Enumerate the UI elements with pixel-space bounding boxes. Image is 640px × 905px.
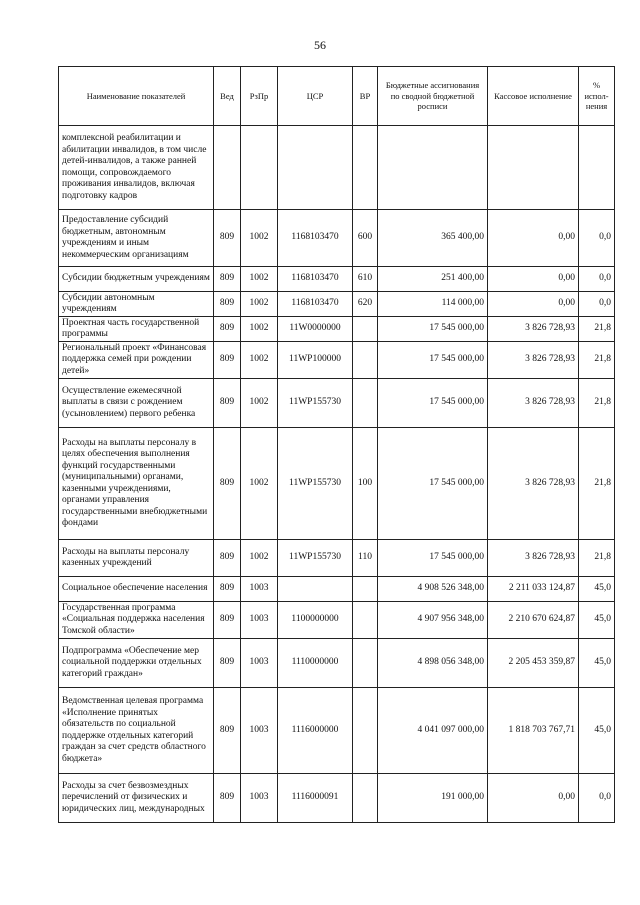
cell-name: Подпрограмма «Обеспечение мер социальной поддержки отдельных категорий граждан»: [59, 639, 214, 688]
cell-vr: [353, 577, 378, 602]
page-number: 56: [314, 38, 326, 52]
table-row: [59, 540, 615, 577]
cell-pct: 21,8: [579, 428, 615, 540]
cell-fact: [488, 126, 579, 210]
cell-vr: [353, 774, 378, 823]
cell-ved: 809: [214, 688, 241, 774]
cell-ved: 809: [214, 774, 241, 823]
cell-pct: 0,0: [579, 267, 615, 292]
cell-plan: 17 545 000,00: [378, 428, 488, 540]
cell-rzpr: 1002: [241, 292, 278, 317]
cell-pct: 45,0: [579, 688, 615, 774]
cell-name: Расходы на выплаты персоналу в целях обеспечения выполнения функций государственными (муниципальными) органами, казенными учреждениями, органами управления государственными внебюджетными фондами: [59, 428, 214, 540]
table-row: [59, 774, 615, 823]
cell-ved: 809: [214, 577, 241, 602]
header-ved: Вед: [214, 67, 241, 126]
cell-pct: 45,0: [579, 577, 615, 602]
cell-csr: 1110000000: [278, 639, 353, 688]
table-row: [59, 577, 615, 602]
cell-ved: 809: [214, 639, 241, 688]
cell-ved: 809: [214, 602, 241, 639]
cell-plan: 4 898 056 348,00: [378, 639, 488, 688]
cell-plan: 17 545 000,00: [378, 379, 488, 428]
cell-csr: 11WP100000: [278, 342, 353, 379]
cell-plan: 191 000,00: [378, 774, 488, 823]
cell-ved: 809: [214, 379, 241, 428]
cell-pct: 0,0: [579, 210, 615, 267]
cell-ved: 809: [214, 428, 241, 540]
cell-ved: 809: [214, 210, 241, 267]
cell-csr: 1116000091: [278, 774, 353, 823]
cell-csr: 1168103470: [278, 210, 353, 267]
cell-fact: 0,00: [488, 292, 579, 317]
table-row: [59, 379, 615, 428]
cell-pct: 45,0: [579, 639, 615, 688]
table-row: [59, 292, 615, 317]
cell-plan: 17 545 000,00: [378, 342, 488, 379]
cell-fact: 2 211 033 124,87: [488, 577, 579, 602]
table-header-row: [59, 67, 615, 126]
cell-vr: [353, 317, 378, 342]
cell-rzpr: 1002: [241, 379, 278, 428]
cell-rzpr: 1002: [241, 540, 278, 577]
cell-vr: 610: [353, 267, 378, 292]
table-row: [59, 688, 615, 774]
cell-name: Осуществление ежемесячной выплаты в связи с рождением (усыновлением) первого ребенка: [59, 379, 214, 428]
cell-pct: 21,8: [579, 379, 615, 428]
cell-name: комплексной реабилитации и абилитации инвалидов, в том числе детей-инвалидов, а также ранней помощи, сопровождаемого проживания инвалидов, включая подготовку кадров: [59, 126, 214, 210]
budget-execution-table: [58, 66, 615, 823]
cell-ved: 809: [214, 267, 241, 292]
cell-fact: 1 818 703 767,71: [488, 688, 579, 774]
cell-name: Государственная программа «Социальная поддержка населения Томской области»: [59, 602, 214, 639]
cell-fact: 0,00: [488, 774, 579, 823]
table-row: [59, 342, 615, 379]
cell-csr: 11WP155730: [278, 379, 353, 428]
cell-fact: 0,00: [488, 267, 579, 292]
cell-fact: 3 826 728,93: [488, 540, 579, 577]
header-pct: % испол-нения: [579, 67, 615, 126]
cell-ved: 809: [214, 342, 241, 379]
cell-name: Проектная часть государственной программы: [59, 317, 214, 342]
cell-vr: [353, 602, 378, 639]
cell-plan: 17 545 000,00: [378, 317, 488, 342]
cell-name: Расходы на выплаты персоналу казенных учреждений: [59, 540, 214, 577]
cell-csr: 1116000000: [278, 688, 353, 774]
cell-vr: [353, 342, 378, 379]
cell-pct: [579, 126, 615, 210]
cell-rzpr: 1003: [241, 602, 278, 639]
cell-csr: 1100000000: [278, 602, 353, 639]
cell-plan: [378, 126, 488, 210]
cell-ved: [214, 126, 241, 210]
cell-vr: [353, 688, 378, 774]
cell-fact: 3 826 728,93: [488, 428, 579, 540]
cell-ved: 809: [214, 540, 241, 577]
cell-pct: 21,8: [579, 317, 615, 342]
cell-plan: 17 545 000,00: [378, 540, 488, 577]
cell-fact: 3 826 728,93: [488, 342, 579, 379]
cell-name: Субсидии бюджетным учреждениям: [59, 267, 214, 292]
cell-name: Социальное обеспечение населения: [59, 577, 214, 602]
cell-rzpr: 1003: [241, 639, 278, 688]
table-row: [59, 267, 615, 292]
header-fact: Кассовое исполнение: [488, 67, 579, 126]
cell-rzpr: 1003: [241, 774, 278, 823]
cell-vr: 620: [353, 292, 378, 317]
cell-rzpr: 1002: [241, 210, 278, 267]
cell-fact: 0,00: [488, 210, 579, 267]
cell-pct: 21,8: [579, 540, 615, 577]
cell-name: Ведомственная целевая программа «Исполнение принятых обязательств по социальной поддержке отдельных категорий граждан за счет средств областного бюджета»: [59, 688, 214, 774]
cell-csr: 11W0000000: [278, 317, 353, 342]
cell-rzpr: 1003: [241, 688, 278, 774]
cell-fact: 3 826 728,93: [488, 379, 579, 428]
cell-vr: [353, 639, 378, 688]
cell-rzpr: 1003: [241, 577, 278, 602]
cell-name: Субсидии автономным учреждениям: [59, 292, 214, 317]
cell-rzpr: [241, 126, 278, 210]
cell-plan: 4 908 526 348,00: [378, 577, 488, 602]
cell-rzpr: 1002: [241, 342, 278, 379]
cell-name: Предоставление субсидий бюджетным, автономным учреждениям и иным некоммерческим организациям: [59, 210, 214, 267]
cell-name: Региональный проект «Финансовая поддержка семей при рождении детей»: [59, 342, 214, 379]
cell-pct: 0,0: [579, 292, 615, 317]
cell-plan: 114 000,00: [378, 292, 488, 317]
table-row: [59, 210, 615, 267]
cell-ved: 809: [214, 292, 241, 317]
header-rzpr: РзПр: [241, 67, 278, 126]
cell-rzpr: 1002: [241, 317, 278, 342]
cell-ved: 809: [214, 317, 241, 342]
header-name: Наименование показателей: [59, 67, 214, 126]
table-row: [59, 602, 615, 639]
cell-vr: [353, 126, 378, 210]
cell-vr: 110: [353, 540, 378, 577]
header-plan: Бюджетные ассигнования по сводной бюджетной росписи: [378, 67, 488, 126]
cell-plan: 4 907 956 348,00: [378, 602, 488, 639]
header-csr: ЦСР: [278, 67, 353, 126]
cell-vr: 600: [353, 210, 378, 267]
cell-pct: 0,0: [579, 774, 615, 823]
cell-plan: 4 041 097 000,00: [378, 688, 488, 774]
cell-name: Расходы за счет безвозмездных перечислений от физических и юридических лиц, международных: [59, 774, 214, 823]
cell-pct: 21,8: [579, 342, 615, 379]
table-row: [59, 639, 615, 688]
table-body: [59, 126, 615, 823]
cell-fact: 2 210 670 624,87: [488, 602, 579, 639]
cell-csr: 1168103470: [278, 292, 353, 317]
cell-fact: 2 205 453 359,87: [488, 639, 579, 688]
cell-csr: [278, 126, 353, 210]
cell-rzpr: 1002: [241, 267, 278, 292]
cell-vr: [353, 379, 378, 428]
table-row: [59, 317, 615, 342]
header-vr: ВР: [353, 67, 378, 126]
cell-csr: 1168103470: [278, 267, 353, 292]
table-row: [59, 428, 615, 540]
cell-fact: 3 826 728,93: [488, 317, 579, 342]
cell-rzpr: 1002: [241, 428, 278, 540]
cell-csr: 11WP155730: [278, 428, 353, 540]
cell-pct: 45,0: [579, 602, 615, 639]
cell-csr: [278, 577, 353, 602]
cell-vr: 100: [353, 428, 378, 540]
table-row: [59, 126, 615, 210]
cell-plan: 365 400,00: [378, 210, 488, 267]
cell-plan: 251 400,00: [378, 267, 488, 292]
cell-csr: 11WP155730: [278, 540, 353, 577]
